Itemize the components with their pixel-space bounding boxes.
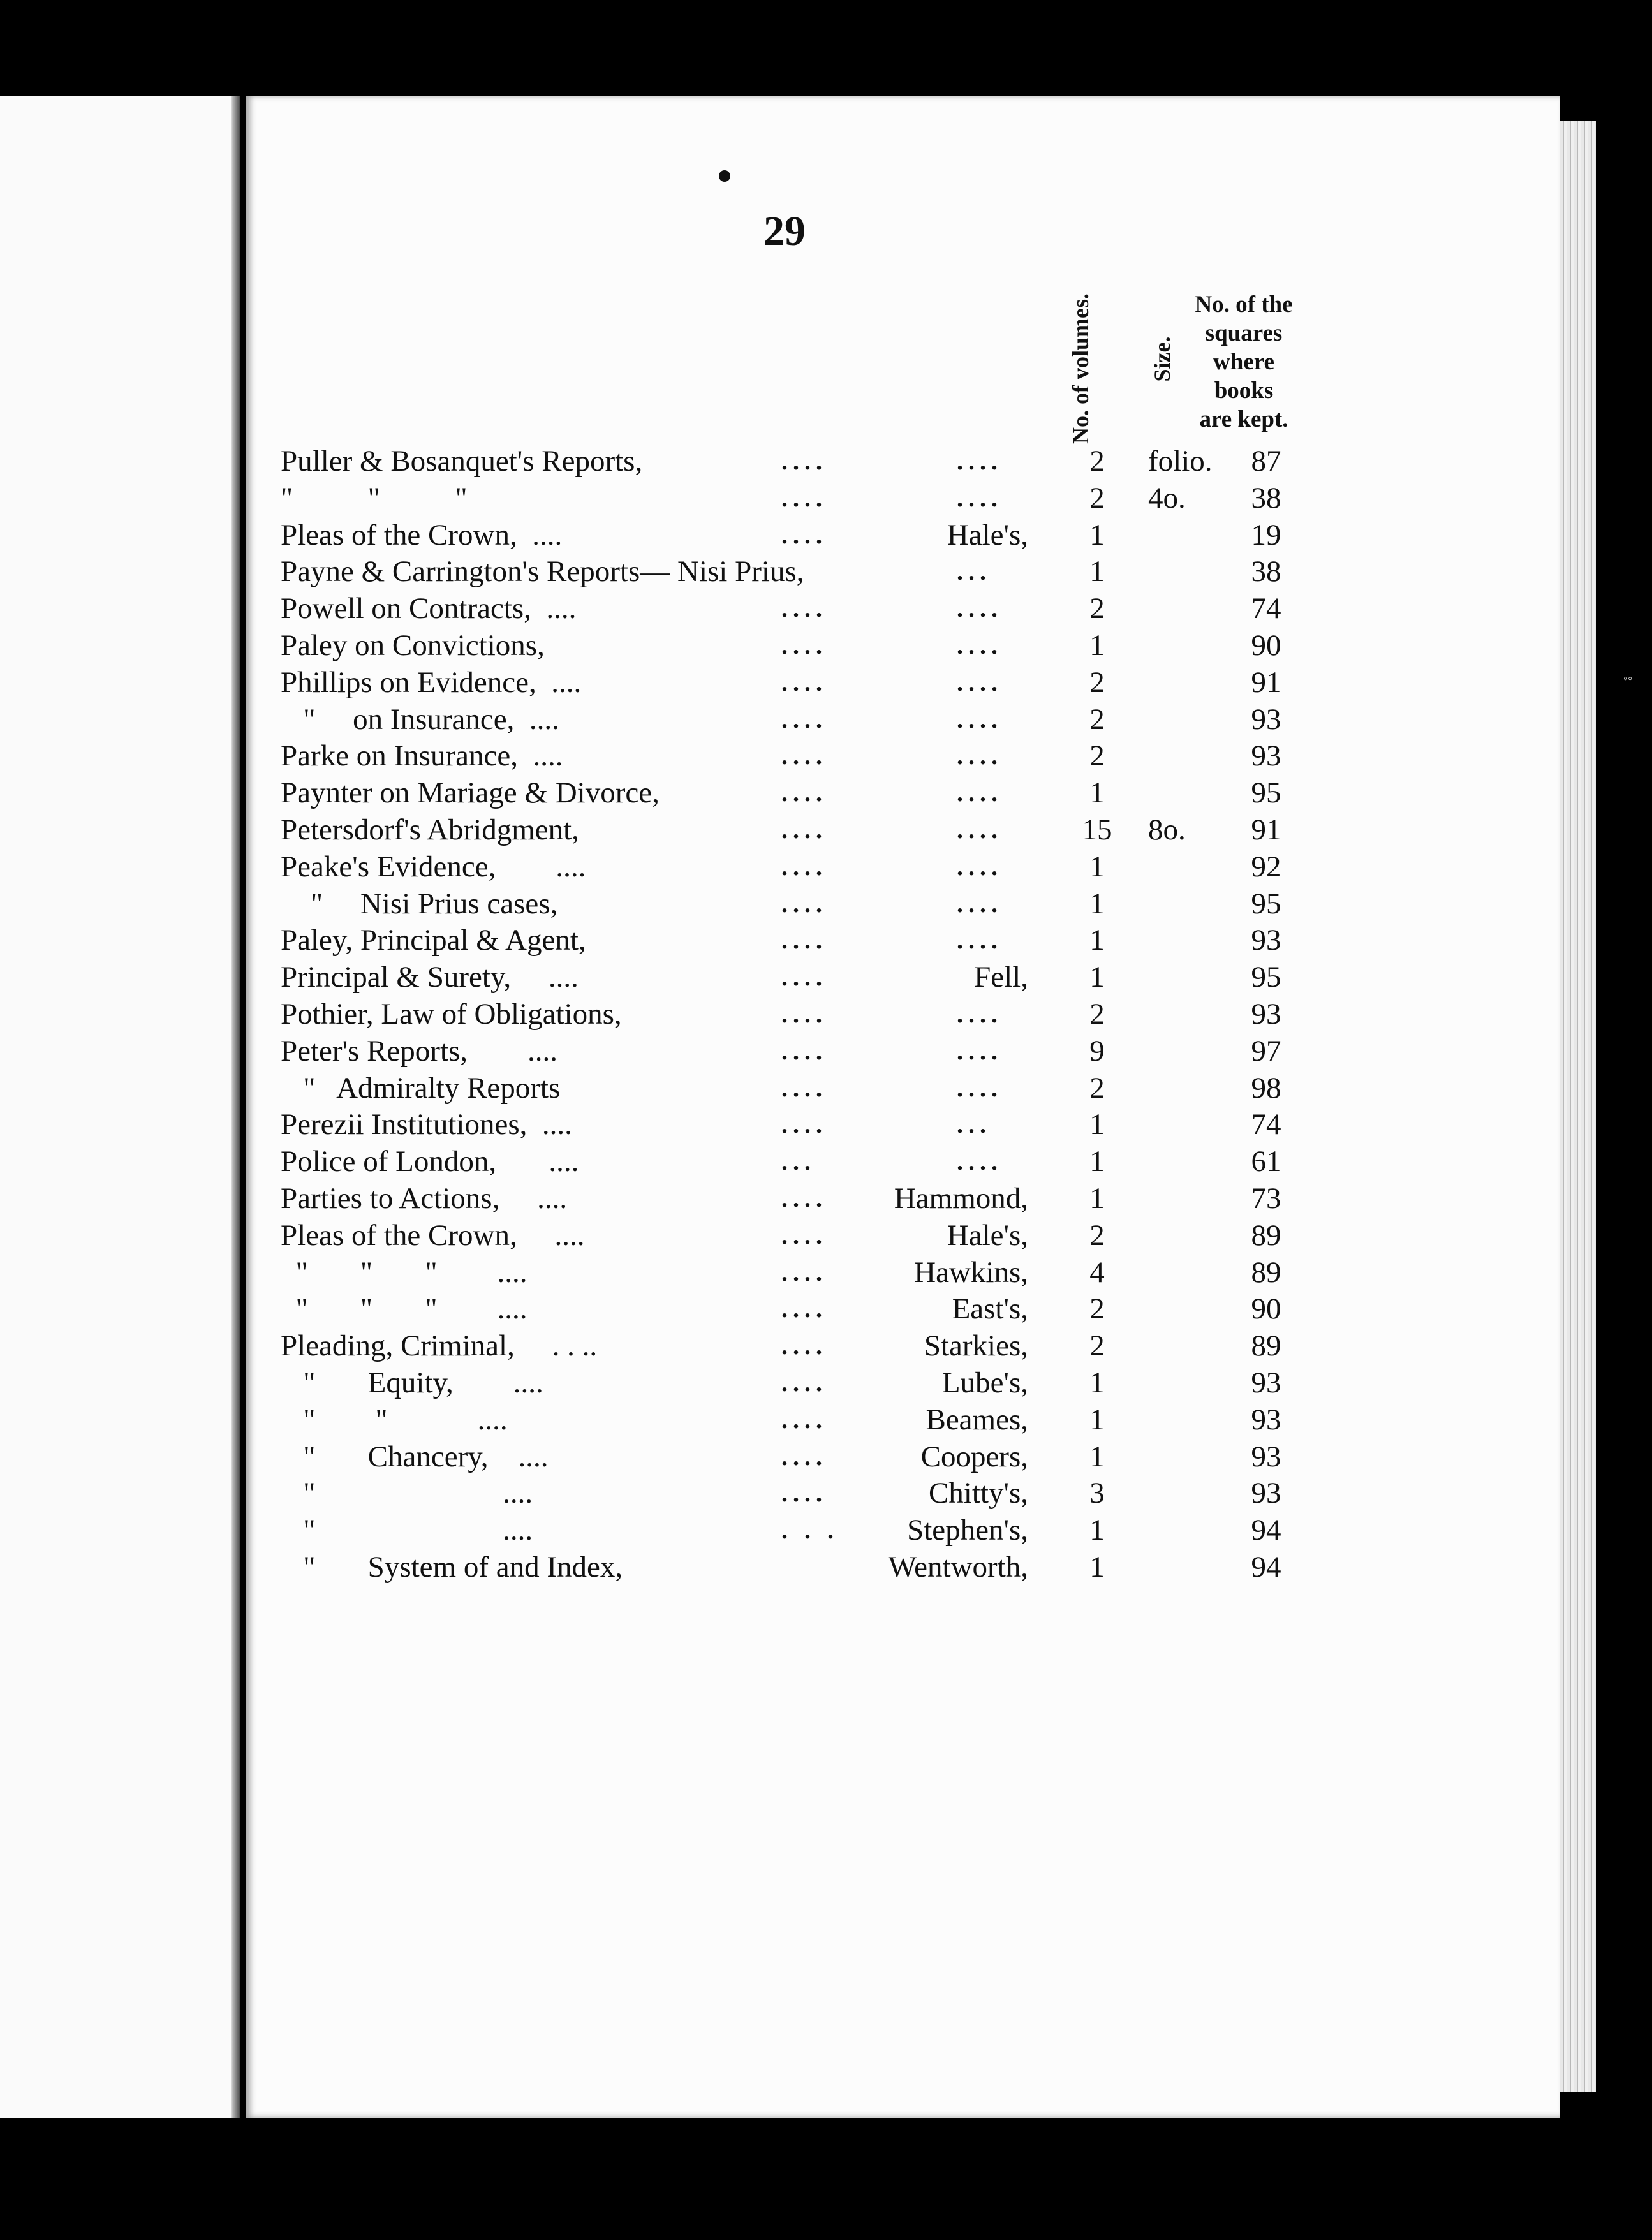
catalog-row xyxy=(0,1328,1339,1364)
catalog-row xyxy=(0,1033,1339,1069)
row-author: Beames, xyxy=(926,1403,1028,1436)
row-title: " Equity, .... xyxy=(281,1366,543,1399)
leader-dots: .... xyxy=(957,925,1003,955)
row-title: " " " xyxy=(281,481,468,515)
row-volumes: 1 xyxy=(1089,1182,1105,1215)
catalog-row xyxy=(0,849,1339,885)
catalog-row xyxy=(0,1402,1339,1438)
leader-dots: .... xyxy=(781,888,827,918)
row-title: Paley on Convictions, xyxy=(281,629,545,662)
row-volumes: 3 xyxy=(1089,1477,1105,1510)
catalog-row xyxy=(0,1107,1339,1142)
leader-dots: .... xyxy=(781,631,827,659)
row-volumes: 2 xyxy=(1089,665,1105,699)
leader-dots: .... xyxy=(781,594,827,623)
row-square: 61 xyxy=(1251,1145,1281,1179)
leader-dots: .... xyxy=(957,741,1003,770)
row-square: 90 xyxy=(1251,629,1281,662)
row-title: " Admiralty Reports xyxy=(281,1071,561,1105)
catalog-row xyxy=(0,480,1339,516)
leader-dots: .... xyxy=(957,999,1003,1028)
catalog-row xyxy=(0,886,1339,922)
row-volumes: 2 xyxy=(1089,739,1105,773)
page-stack-edge xyxy=(1560,121,1596,2092)
row-author: Lube's, xyxy=(941,1366,1028,1399)
row-square: 93 xyxy=(1251,1440,1281,1473)
leader-dots: ... xyxy=(781,1147,816,1176)
leader-dots: .... xyxy=(957,815,1003,844)
row-author: Stephen's, xyxy=(907,1514,1028,1547)
row-square: 93 xyxy=(1251,702,1281,736)
row-title: Peter's Reports, .... xyxy=(281,1034,558,1068)
row-title: Pothier, Law of Obligations, xyxy=(281,998,622,1031)
row-title: Parke on Insurance, .... xyxy=(281,739,563,773)
row-volumes: 1 xyxy=(1089,1366,1105,1399)
leader-dots: .... xyxy=(781,1441,827,1471)
leader-dots: .... xyxy=(957,1073,1003,1102)
catalog-row xyxy=(0,1291,1339,1327)
row-square: 74 xyxy=(1251,1108,1281,1142)
leader-dots: .... xyxy=(957,483,1003,512)
row-author: Wentworth, xyxy=(888,1551,1028,1584)
row-square: 89 xyxy=(1251,1255,1281,1289)
row-volumes: 1 xyxy=(1089,1551,1105,1584)
row-title: Payne & Carrington's Reports— Nisi Prius, xyxy=(281,555,804,589)
leader-dots: .... xyxy=(781,1073,827,1102)
row-volumes: 2 xyxy=(1089,592,1105,626)
row-title: " System of and Index, xyxy=(281,1551,623,1584)
catalog-row xyxy=(0,443,1339,479)
row-author: Fell, xyxy=(974,961,1028,994)
row-square: 87 xyxy=(1251,445,1281,478)
row-volumes: 2 xyxy=(1089,998,1105,1031)
leader-dots: .... xyxy=(957,704,1003,733)
row-volumes: 4 xyxy=(1089,1255,1105,1289)
row-author: Hale's, xyxy=(947,518,1028,552)
row-square: 93 xyxy=(1251,998,1281,1031)
leader-dots: .... xyxy=(957,1036,1003,1065)
page-number: 29 xyxy=(763,208,806,254)
header-volumes: No. of volumes. xyxy=(1068,293,1093,444)
row-square: 98 xyxy=(1251,1071,1281,1105)
row-volumes: 1 xyxy=(1089,776,1105,810)
row-title: " Chancery, .... xyxy=(281,1440,549,1473)
row-square: 89 xyxy=(1251,1329,1281,1363)
catalog-row xyxy=(0,1365,1339,1401)
leader-dots: .... xyxy=(781,1368,827,1397)
leader-dots: .... xyxy=(781,778,827,807)
catalog-row xyxy=(0,702,1339,737)
row-title: " .... xyxy=(281,1514,533,1547)
leader-dots: .... xyxy=(957,1147,1003,1176)
header-squares-line: squares xyxy=(1205,320,1283,346)
leader-dots: .... xyxy=(781,962,827,992)
row-volumes: 2 xyxy=(1089,445,1105,478)
row-title: " on Insurance, .... xyxy=(281,702,559,736)
row-square: 94 xyxy=(1251,1551,1281,1584)
leader-dots: .... xyxy=(781,999,827,1028)
row-title: " " " .... xyxy=(281,1292,527,1326)
catalog-row xyxy=(0,517,1339,553)
catalog-row xyxy=(0,738,1339,774)
leader-dots: .... xyxy=(781,446,827,475)
leader-dots: .... xyxy=(781,1220,827,1249)
catalog-row xyxy=(0,1512,1339,1548)
row-volumes: 1 xyxy=(1089,518,1105,552)
leader-dots: .... xyxy=(781,667,827,696)
leader-dots: ... xyxy=(957,557,991,586)
row-volumes: 1 xyxy=(1089,850,1105,883)
row-square: 74 xyxy=(1251,592,1281,626)
row-volumes: 1 xyxy=(1089,961,1105,994)
row-volumes: 1 xyxy=(1089,1108,1105,1142)
header-squares xyxy=(1161,290,1327,434)
row-volumes: 1 xyxy=(1089,1514,1105,1547)
row-square: 93 xyxy=(1251,924,1281,957)
row-title: Paynter on Mariage & Divorce, xyxy=(281,776,660,810)
catalog-row xyxy=(0,1144,1339,1179)
leader-dots: .... xyxy=(957,446,1003,475)
row-title: Pleas of the Crown, .... xyxy=(281,518,563,552)
catalog-row xyxy=(0,1255,1339,1290)
row-title: " " .... xyxy=(281,1403,508,1436)
leader-dots: .... xyxy=(957,594,1003,623)
row-volumes: 2 xyxy=(1089,702,1105,736)
row-title: Peake's Evidence, .... xyxy=(281,850,586,883)
leader-dots: .... xyxy=(781,1110,827,1139)
leader-dots: .... xyxy=(781,1184,827,1212)
row-author: Starkies, xyxy=(924,1329,1028,1363)
row-volumes: 1 xyxy=(1089,887,1105,920)
row-volumes: 1 xyxy=(1089,629,1105,662)
row-size: folio. xyxy=(1148,445,1213,478)
row-title: Police of London, .... xyxy=(281,1145,579,1179)
row-title: Principal & Surety, .... xyxy=(281,961,579,994)
row-square: 91 xyxy=(1251,665,1281,699)
row-square: 90 xyxy=(1251,1292,1281,1326)
catalog-row xyxy=(0,665,1339,700)
leader-dots: .... xyxy=(781,925,827,955)
leader-dots: .... xyxy=(781,1294,827,1323)
catalog-row xyxy=(0,628,1339,663)
row-square: 89 xyxy=(1251,1218,1281,1252)
header-squares-line: where xyxy=(1213,349,1274,375)
row-volumes: 2 xyxy=(1089,481,1105,515)
row-title: Phillips on Evidence, .... xyxy=(281,665,582,699)
row-volumes: 1 xyxy=(1089,1145,1105,1179)
leader-dots: .... xyxy=(781,1331,827,1360)
row-square: 38 xyxy=(1251,481,1281,515)
row-volumes: 2 xyxy=(1089,1292,1105,1326)
row-size: 4o. xyxy=(1148,481,1186,515)
catalog-row xyxy=(0,1181,1339,1216)
leader-dots: .... xyxy=(781,1404,827,1434)
leader-dots: .... xyxy=(781,520,827,549)
row-title: Powell on Contracts, .... xyxy=(281,592,577,626)
row-square: 93 xyxy=(1251,1403,1281,1436)
row-square: 95 xyxy=(1251,961,1281,994)
header-squares-line: are kept. xyxy=(1199,406,1288,432)
row-size: 8o. xyxy=(1148,813,1186,846)
row-square: 91 xyxy=(1251,813,1281,846)
row-square: 95 xyxy=(1251,776,1281,810)
header-squares-line: No. of the xyxy=(1195,291,1293,318)
row-title: Pleading, Criminal, . . .. xyxy=(281,1329,598,1363)
row-title: Parties to Actions, .... xyxy=(281,1182,568,1215)
leader-dots: .... xyxy=(957,778,1003,807)
row-square: 38 xyxy=(1251,555,1281,589)
leader-dots: .... xyxy=(781,1478,827,1508)
row-square: 92 xyxy=(1251,850,1281,883)
row-author: Hawkins, xyxy=(914,1255,1028,1289)
leader-dots: .... xyxy=(781,741,827,770)
row-square: 73 xyxy=(1251,1182,1281,1215)
row-square: 93 xyxy=(1251,739,1281,773)
row-title: Pleas of the Crown, .... xyxy=(281,1218,585,1252)
leader-dots: .... xyxy=(957,851,1003,881)
leader-dots: .... xyxy=(781,1257,827,1286)
row-title: Paley, Principal & Agent, xyxy=(281,924,586,957)
row-title: " " " .... xyxy=(281,1255,527,1289)
catalog-row xyxy=(0,554,1339,589)
row-square: 97 xyxy=(1251,1034,1281,1068)
row-volumes: 1 xyxy=(1089,1403,1105,1436)
row-volumes: 2 xyxy=(1089,1071,1105,1105)
leader-dots: .... xyxy=(781,483,827,512)
row-author: Chitty's, xyxy=(928,1477,1028,1510)
leader-dots: .... xyxy=(781,1036,827,1065)
row-square: 94 xyxy=(1251,1514,1281,1547)
row-title: " Nisi Prius cases, xyxy=(281,887,558,920)
row-author: Hammond, xyxy=(894,1182,1028,1215)
catalog-row xyxy=(0,1439,1339,1475)
leader-dots: .... xyxy=(957,667,1003,696)
ink-dot xyxy=(719,170,730,182)
row-title: Petersdorf's Abridgment, xyxy=(281,813,579,846)
catalog-row xyxy=(0,996,1339,1032)
row-square: 93 xyxy=(1251,1366,1281,1399)
leader-dots: .... xyxy=(781,815,827,844)
header-size: Size. xyxy=(1149,336,1175,382)
row-author: Hale's, xyxy=(947,1218,1028,1252)
row-author: Coopers, xyxy=(920,1440,1028,1473)
catalog-row xyxy=(0,775,1339,811)
row-volumes: 15 xyxy=(1082,813,1112,846)
catalog-row xyxy=(0,1475,1339,1511)
leader-dots: .... xyxy=(957,888,1003,918)
leader-dots: .... xyxy=(957,631,1003,659)
row-author: East's, xyxy=(952,1292,1028,1326)
row-square: 93 xyxy=(1251,1477,1281,1510)
catalog-row xyxy=(0,591,1339,626)
row-title: " .... xyxy=(281,1477,533,1510)
header-squares-line: books xyxy=(1214,378,1274,404)
row-volumes: 1 xyxy=(1089,1440,1105,1473)
row-square: 19 xyxy=(1251,518,1281,552)
catalog-row xyxy=(0,812,1339,848)
row-title: Puller & Bosanquet's Reports, xyxy=(281,445,643,478)
row-volumes: 1 xyxy=(1089,924,1105,957)
leader-dots: ... xyxy=(957,1110,991,1139)
row-volumes: 9 xyxy=(1089,1034,1105,1068)
row-volumes: 2 xyxy=(1089,1218,1105,1252)
catalog-row xyxy=(0,1070,1339,1106)
leader-dots: .... xyxy=(781,704,827,733)
catalog-row xyxy=(0,1218,1339,1253)
row-square: 95 xyxy=(1251,887,1281,920)
row-title: Perezii Institutiones, .... xyxy=(281,1108,572,1142)
leader-dots: .... xyxy=(781,851,827,881)
catalog-row xyxy=(0,1549,1339,1585)
row-volumes: 1 xyxy=(1089,555,1105,589)
catalog-row xyxy=(0,959,1339,995)
catalog-row xyxy=(0,922,1339,958)
edge-mark: ◦◦ xyxy=(1623,672,1633,686)
leader-dots: . . . xyxy=(781,1515,839,1545)
row-volumes: 2 xyxy=(1089,1329,1105,1363)
